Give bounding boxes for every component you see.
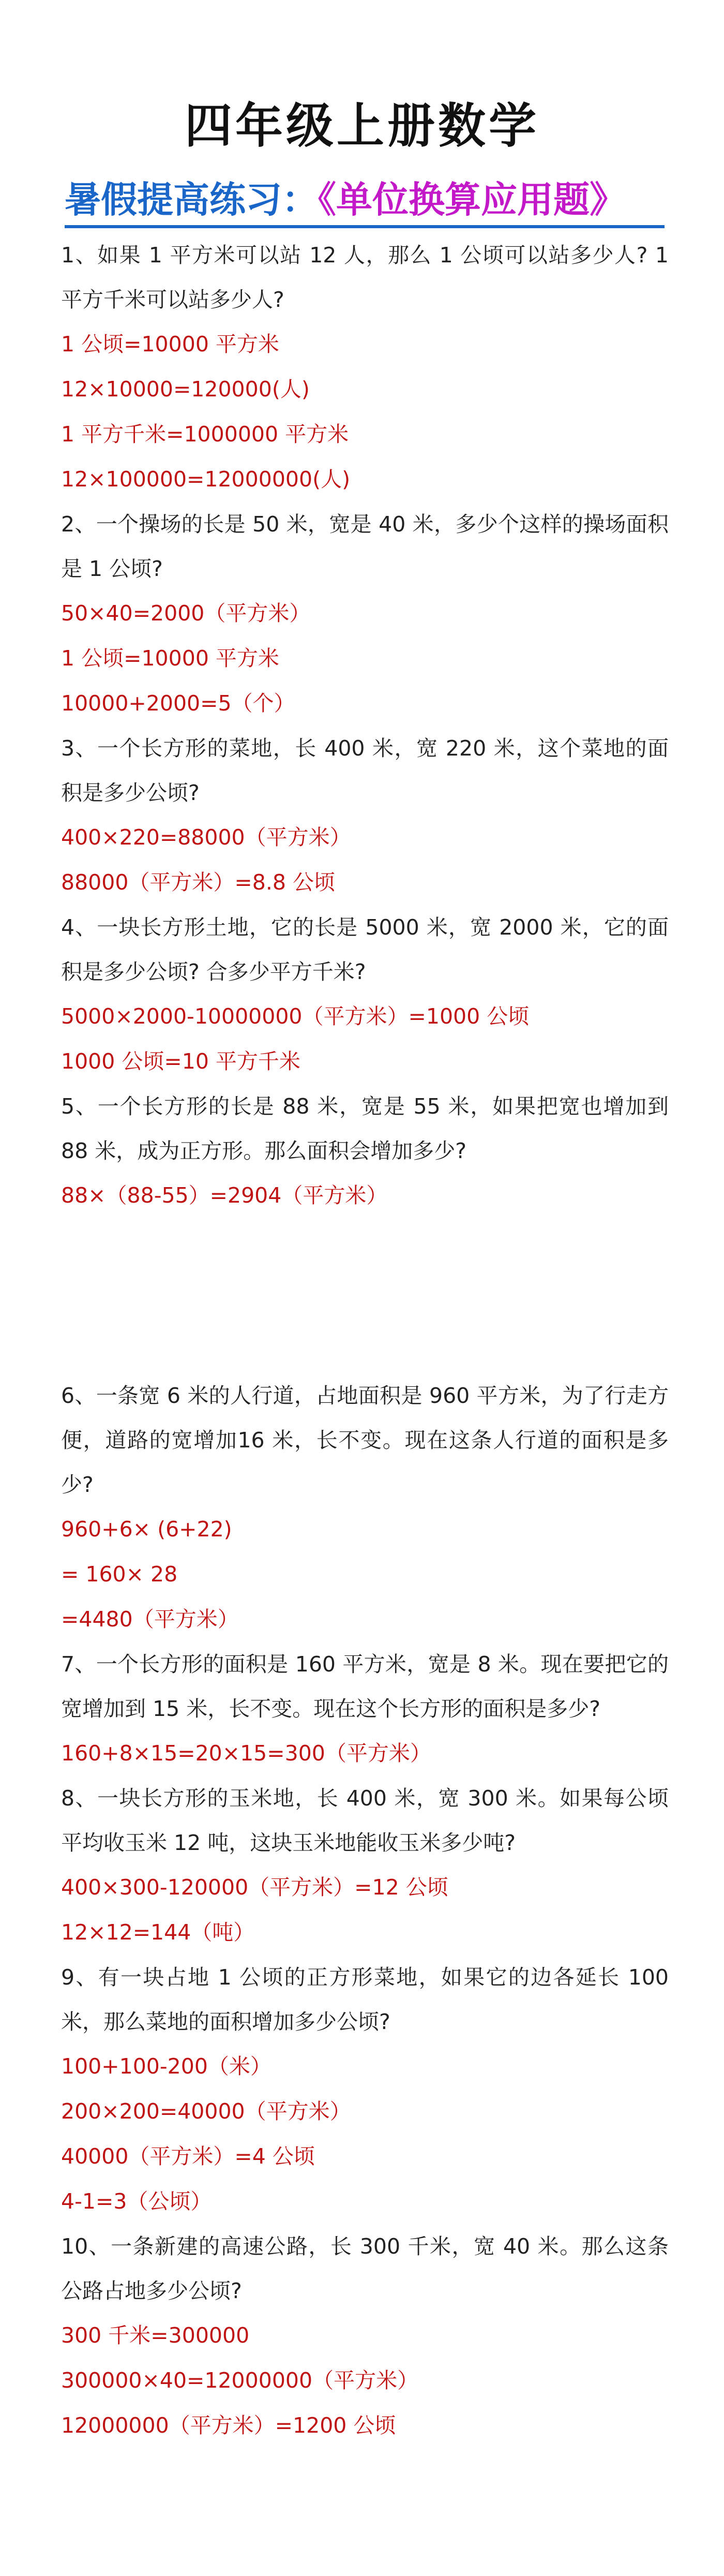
spacer: [61, 1218, 669, 1373]
answer-line: 12×10000=120000(人): [61, 377, 310, 402]
problem-3: [61, 726, 669, 905]
answer-line: 40000（平方米）=4 公顷: [61, 2144, 315, 2169]
answer-line: 88×（88-55）=2904（平方米）: [61, 1183, 388, 1208]
answer-line: 1000 公顷=10 平方千米: [61, 1049, 300, 1074]
answer-line: 5000×2000-10000000（平方米）=1000 公顷: [61, 1004, 530, 1029]
answer-line: 300 千米=300000: [61, 2323, 250, 2348]
problem-question: 2、一个操场的长是 50 米，宽是 40 米，多少个这样的操场面积是 1 公顷?: [61, 512, 669, 581]
answer-line: 300000×40=12000000（平方米）: [61, 2368, 419, 2393]
answer-line: 50×40=2000（平方米）: [61, 601, 311, 626]
answer-line: 960+6× (6+22): [61, 1517, 232, 1542]
answer-line: 1 平方千米=1000000 平方米: [61, 422, 349, 447]
worksheet-subtitle: [65, 171, 665, 228]
problem-7: [61, 1642, 669, 1776]
answer-line: 88000（平方米）=8.8 公顷: [61, 870, 336, 895]
subtitle-lead: 暑假提高练习：: [65, 179, 318, 221]
problem-question: 5、一个长方形的长是 88 米，宽是 55 米，如果把宽也增加到 88 米，成为正方形。那么面积会增加多少?: [61, 1094, 669, 1163]
answer-line: 12×100000=12000000(人): [61, 467, 351, 492]
problem-9: [61, 1955, 669, 2224]
answer-line: =4480（平方米）: [61, 1607, 239, 1632]
problem-5: [61, 1084, 669, 1218]
problem-question: 7、一个长方形的面积是 160 平方米，宽是 8 米。现在要把它的宽增加到 15 米，长不变。现在这个长方形的面积是多少?: [61, 1652, 669, 1721]
answer-line: 4-1=3（公顷）: [61, 2189, 212, 2214]
problem-10: [61, 2224, 669, 2448]
answer-line: 12000000（平方米）=1200 公顷: [61, 2413, 396, 2438]
problem-question: 3、一个长方形的菜地，长 400 米，宽 220 米，这个菜地的面积是多少公顷?: [61, 736, 669, 805]
subtitle-topic: 《单位换算应用题》: [318, 179, 626, 221]
answer-line: 1 公顷=10000 平方米: [61, 646, 279, 671]
problem-question: 8、一块长方形的玉米地，长 400 米，宽 300 米。如果每公顷平均收玉米 12 吨，这块玉米地能收玉米多少吨?: [61, 1786, 669, 1855]
problem-question: 10、一条新建的高速公路，长 300 千米，宽 40 米。那么这条公路占地多少公顷?: [61, 2234, 669, 2303]
answer-line: 100+100-200（米）: [61, 2054, 272, 2079]
problem-8: [61, 1776, 669, 1955]
answer-line: 10000+2000=5（个）: [61, 691, 295, 716]
answer-line: 160+8×15=20×15=300（平方米）: [61, 1741, 431, 1766]
answer-line: 12×12=144（吨）: [61, 1920, 255, 1945]
page-title: 四年级上册数学: [184, 98, 539, 154]
problem-list: [61, 233, 669, 2448]
problem-4: [61, 905, 669, 1084]
answer-line: 400×220=88000（平方米）: [61, 825, 351, 850]
problem-question: 9、有一块占地 1 公顷的正方形菜地，如果它的边各延长 100 米，那么菜地的面积增加多少公顷?: [61, 1965, 669, 2034]
problem-6: [61, 1373, 669, 1642]
problem-question: 4、一块长方形土地，它的长是 5000 米，宽 2000 米，它的面积是多少公顷? 合多少平方千米?: [61, 915, 669, 984]
answer-line: 400×300-120000（平方米）=12 公顷: [61, 1875, 448, 1900]
problem-1: [61, 233, 669, 502]
answer-line: 200×200=40000（平方米）: [61, 2099, 351, 2124]
problem-question: 1、如果 1 平方米可以站 12 人，那么 1 公顷可以站多少人? 1 平方千米可以站多少人?: [61, 243, 669, 312]
answer-line: = 160× 28: [61, 1562, 178, 1587]
answer-line: 1 公顷=10000 平方米: [61, 332, 279, 357]
problem-question: 6、一条宽 6 米的人行道，占地面积是 960 平方米，为了行走方便，道路的宽增加16 米，长不变。现在这条人行道的面积是多少?: [61, 1383, 669, 1497]
problem-2: [61, 502, 669, 726]
